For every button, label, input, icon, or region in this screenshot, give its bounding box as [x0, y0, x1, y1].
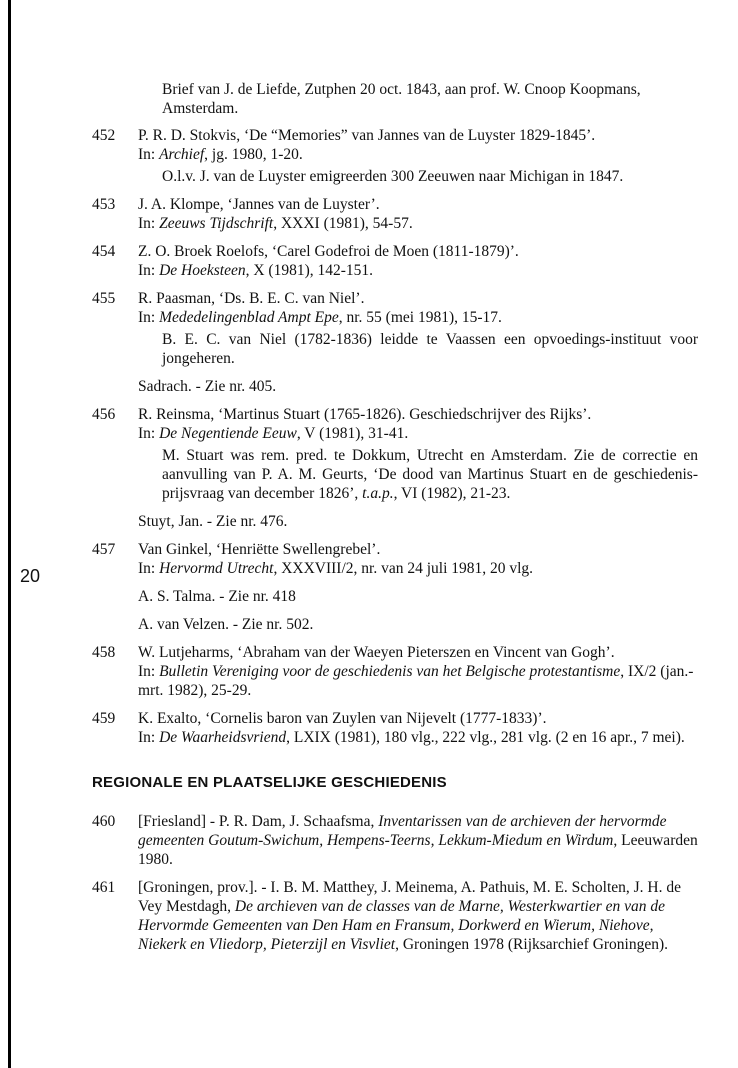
entry-461 [92, 878, 698, 954]
entry-note: M. Stuart was rem. pred. te Dokkum, Utrecht en Amsterdam. Zie de correctie en aanvulling van P. A. M. Geurts, ‘De dood van Martinus Stuart en de geschiedenis-prijsvraag van december 1826’, t.a.p., VI (1982), 21-23. [162, 447, 698, 502]
entry-title: J. A. Klompe, ‘Jannes van de Luyster’. [138, 196, 380, 213]
entry-452 [92, 126, 698, 186]
entry-note: O.l.v. J. van de Luyster emigreerden 300 Zeeuwen naar Michigan in 1847. [162, 168, 624, 185]
entry-text: [Friesland] - P. R. Dam, J. Schaafsma, Inventarissen van de archieven der hervormde gemeenten Goutum-Swichum, Hempens-Teerns, Lekkum-Miedum en Wirdum, Leeuwarden 1980. [138, 813, 698, 868]
entry-454 [92, 242, 698, 280]
entry-title: P. R. D. Stokvis, ‘De “Memories” van Jannes van de Luyster 1829-1845’. [138, 127, 596, 144]
entry-source: In: De Negentiende Eeuw, V (1981), 31-41. [138, 425, 409, 442]
cross-reference: A. van Velzen. - Zie nr. 502. [138, 616, 314, 633]
entry-459 [92, 709, 698, 747]
cross-reference: A. S. Talma. - Zie nr. 418 [138, 588, 296, 605]
page-number: 20 [20, 566, 41, 586]
entry-note: B. E. C. van Niel (1782-1836) leidde te Vaassen een opvoedings-instituut voor jongeheren. [162, 331, 698, 367]
entry-456 [92, 405, 698, 503]
entry-title: R. Paasman, ‘Ds. B. E. C. van Niel’. [138, 290, 365, 307]
entry-number: 459 [92, 710, 116, 727]
entry-number: 455 [92, 290, 116, 307]
entry-number: 458 [92, 644, 116, 661]
entry-source: In: Hervormd Utrecht, XXXVIII/2, nr. van 24 juli 1981, 20 vlg. [138, 560, 534, 577]
entry-number: 456 [92, 406, 116, 423]
entry-source: In: De Waarheidsvriend, LXIX (1981), 180 vlg., 222 vlg., 281 vlg. (2 en 16 apr., 7 mei). [138, 729, 685, 746]
page-content [92, 80, 698, 963]
entry-number: 461 [92, 879, 116, 896]
entry-460 [92, 812, 698, 869]
entry-source: In: Zeeuws Tijdschrift, XXXI (1981), 54-57. [138, 215, 413, 232]
entry-458 [92, 643, 698, 700]
entry-title: Van Ginkel, ‘Henriëtte Swellengrebel’. [138, 541, 381, 558]
section-heading: REGIONALE EN PLAATSELIJKE GESCHIEDENIS [92, 774, 447, 791]
entry-453 [92, 195, 698, 233]
continued-note: Brief van J. de Liefde, Zutphen 20 oct. 1843, aan prof. W. Cnoop Koopmans, Amsterdam. [162, 81, 641, 117]
entry-455 [92, 289, 698, 368]
entry-title: W. Lutjeharms, ‘Abraham van der Waeyen Pieterszen en Vincent van Gogh’. [138, 644, 615, 661]
entry-number: 453 [92, 196, 116, 213]
entry-title: Z. O. Broek Roelofs, ‘Carel Godefroi de Moen (1811-1879)’. [138, 243, 519, 260]
entry-title: K. Exalto, ‘Cornelis baron van Zuylen van Nijevelt (1777-1833)’. [138, 710, 547, 727]
entry-source: In: Bulletin Vereniging voor de geschiedenis van het Belgische protestantisme, IX/2 (jan.-mrt. 1982), 25-29. [138, 663, 694, 699]
entry-title: R. Reinsma, ‘Martinus Stuart (1765-1826). Geschiedschrijver des Rijks’. [138, 406, 592, 423]
entry-number: 457 [92, 541, 116, 558]
entry-number: 454 [92, 243, 116, 260]
entry-source: In: De Hoeksteen, X (1981), 142-151. [138, 262, 374, 279]
entry-text: [Groningen, prov.]. - I. B. M. Matthey, J. Meinema, A. Pathuis, M. E. Scholten, J. H. de Vey Mestdagh, De archieven van de classes van de Marne, Westerkwartier en van de Hervormde Gemeenten van Den Ham en Fransum, Dorkwerd en Wierum, Niehove, Niekerk en Vliedorp, Pieterzijl en Visvliet, Groningen 1978 (Rijksarchief Groningen). [138, 879, 682, 953]
cross-reference: Stuyt, Jan. - Zie nr. 476. [138, 513, 288, 530]
entry-source: In: Archief, jg. 1980, 1-20. [138, 146, 303, 163]
entry-number: 460 [92, 813, 116, 830]
entry-457 [92, 540, 698, 578]
margin-rule [8, 0, 11, 1068]
cross-reference: Sadrach. - Zie nr. 405. [138, 378, 277, 395]
entry-number: 452 [92, 127, 116, 144]
entry-source: In: Mededelingenblad Ampt Epe, nr. 55 (mei 1981), 15-17. [138, 309, 502, 326]
